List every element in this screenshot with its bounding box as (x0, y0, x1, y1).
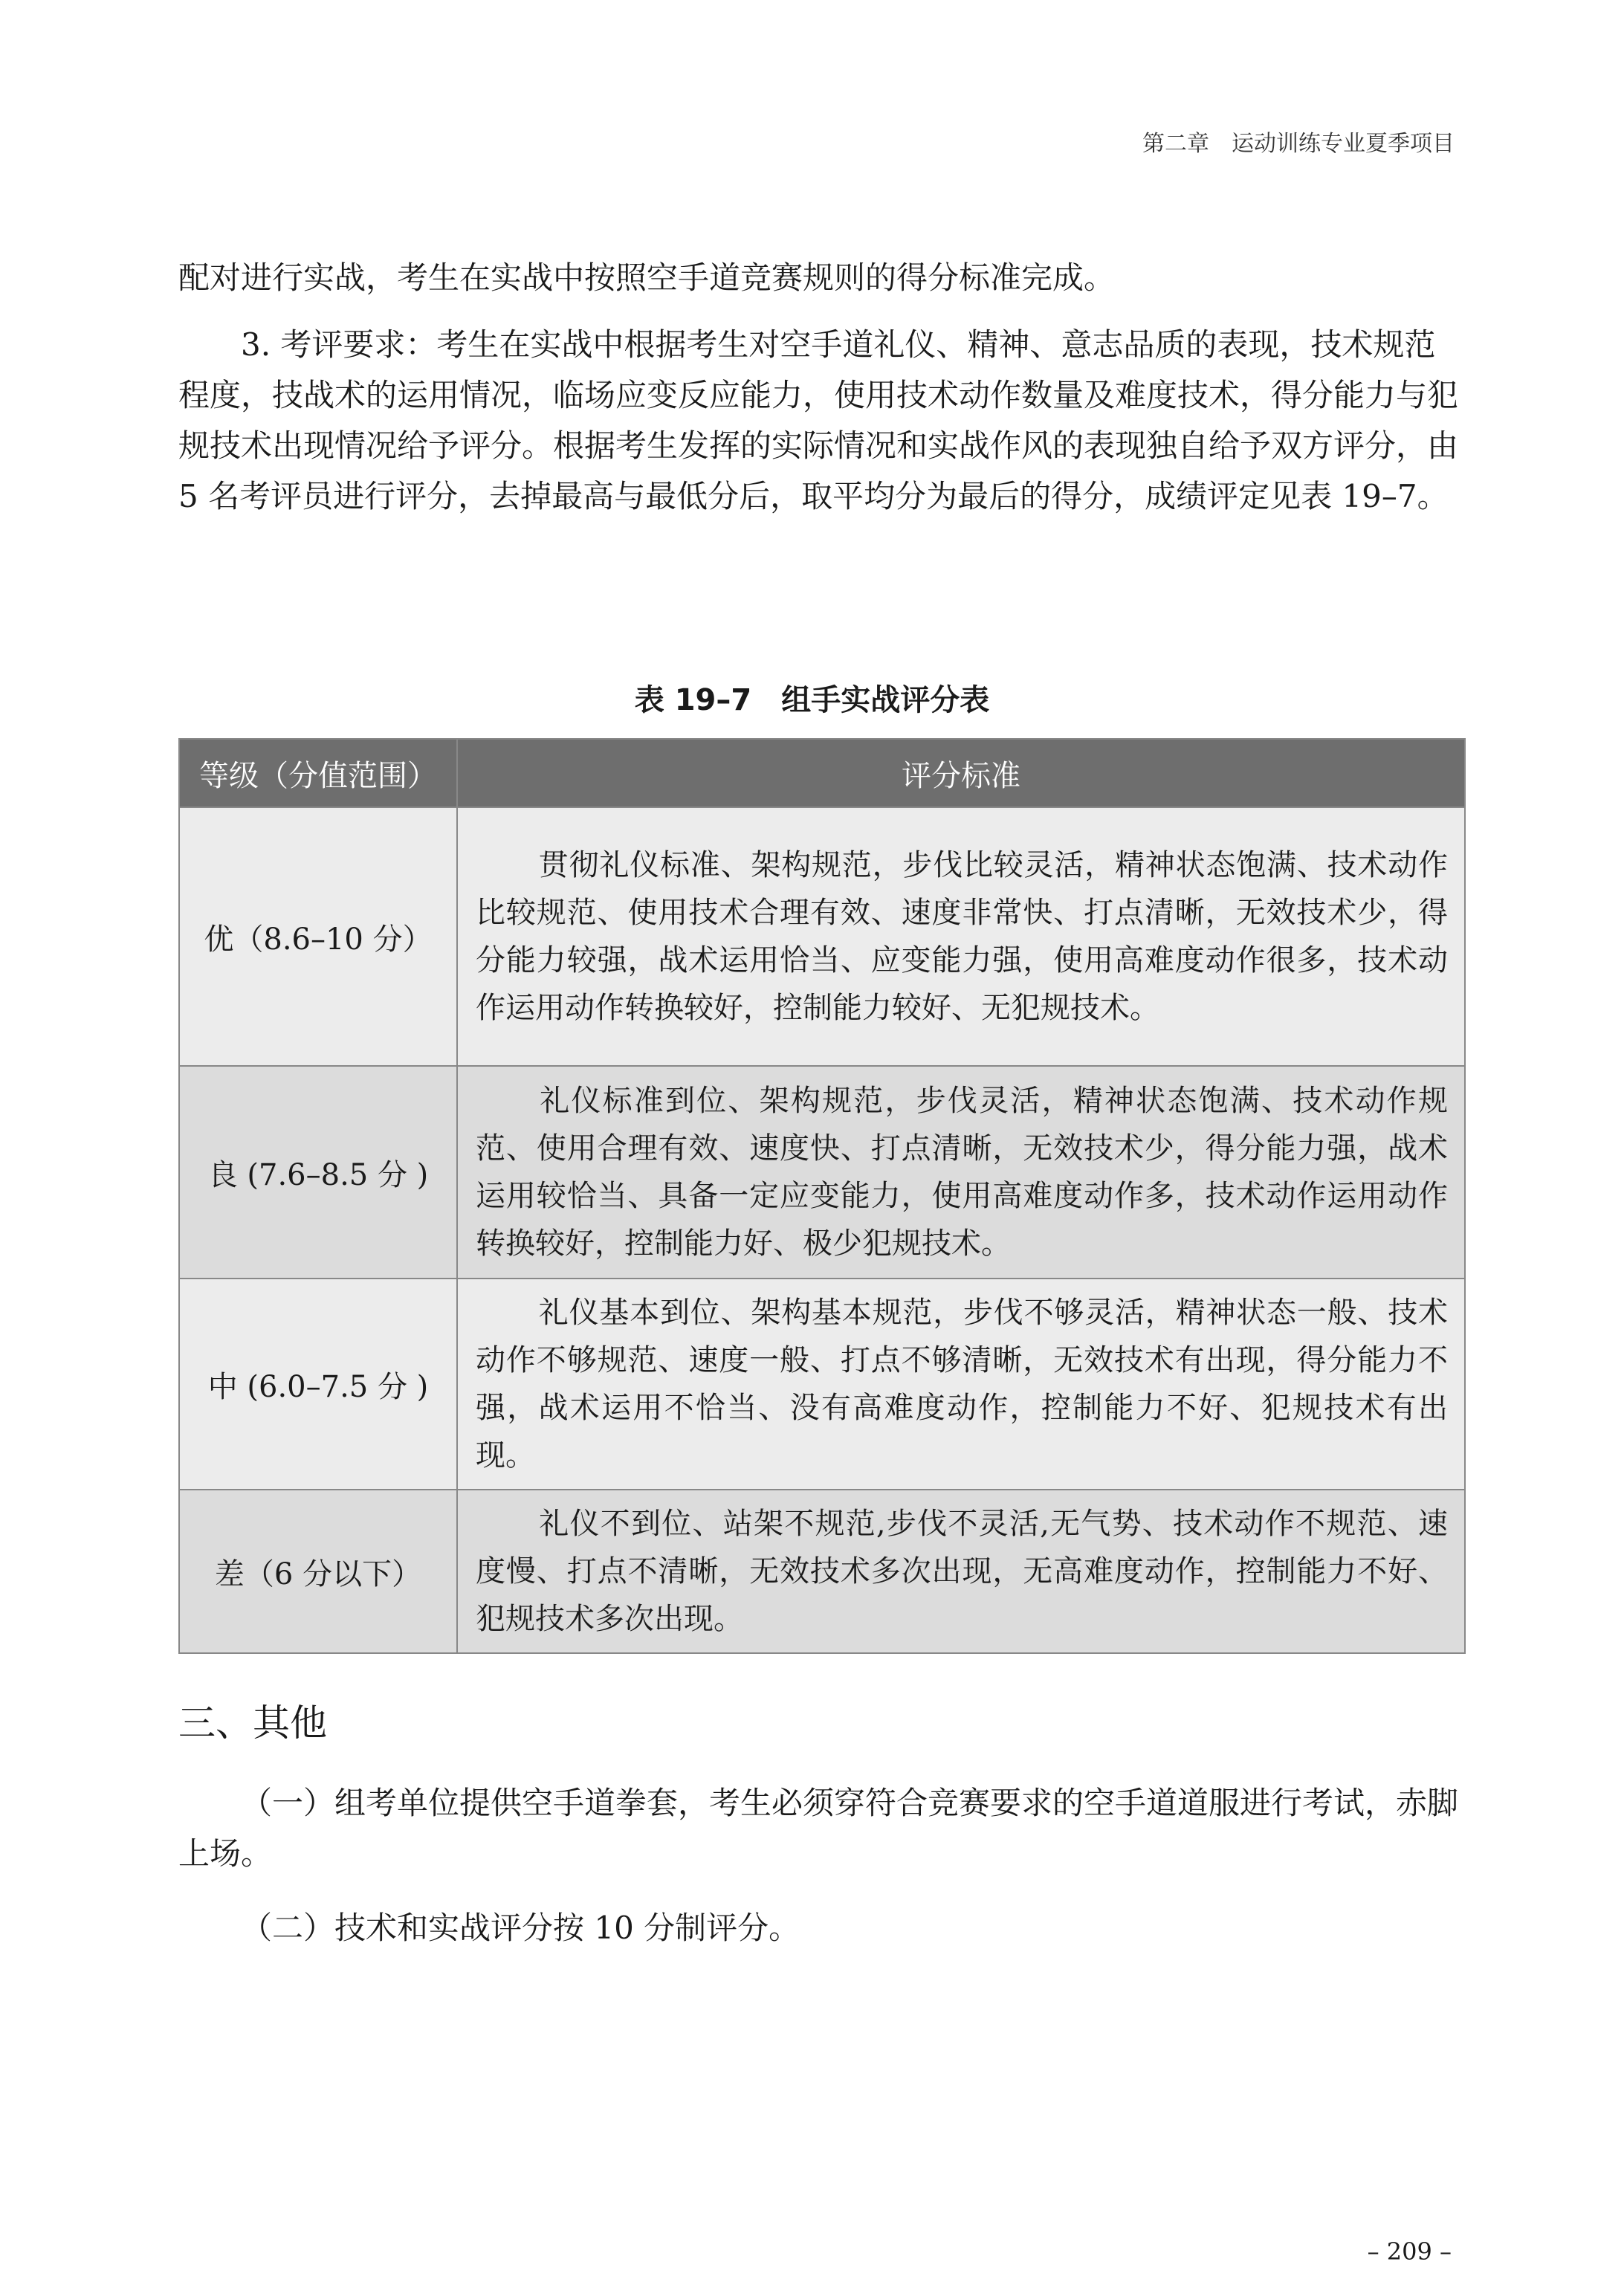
criteria-cell (457, 807, 1465, 1066)
criteria-text: 礼仪基本到位、架构基本规范，步伐不够灵活，精神状态一般、技术动作不够规范、速度一般、打点不够清晰，无效技术有出现，得分能力不强，战术运用不恰当、没有高难度动作，控制能力不好、犯规技术有出现。 (476, 1296, 1448, 1473)
intro-line (178, 253, 1464, 303)
other-item-1 (178, 1778, 1464, 1879)
criteria-cell (457, 1279, 1465, 1490)
criteria-cell (457, 1490, 1465, 1653)
table-row (179, 1490, 1465, 1653)
criteria-cell (457, 1066, 1465, 1279)
intro-paragraph-1: 配对进行实战，考生在实战中按照空手道竞赛规则的得分标准完成。 (178, 259, 1116, 296)
grade-cell: 差（6 分以下） (179, 1490, 457, 1653)
page-number: – 209 – (1367, 2237, 1452, 2266)
table-row (179, 807, 1465, 1066)
section-heading: 三、其他 (178, 1701, 327, 1745)
running-header: 第二章 运动训练专业夏季项目 (1142, 131, 1455, 157)
header-criteria: 评分标准 (457, 739, 1465, 807)
table-row (179, 1279, 1465, 1490)
intro-paragraph-2: 3. 考评要求：考生在实战中根据考生对空手道礼仪、精神、意志品质的表现，技术规范程度，技战术的运用情况，临场应变反应能力，使用技术动作数量及难度技术，得分能力与犯规技术出现情况给予评分。根据考生发挥的实际情况和实战作风的表现独自给予双方评分，由 5 名考评员进行评分，去掉最高与最低分后，取平均分为最后的得分，成绩评定见表 19–7。 (178, 326, 1459, 514)
table-row (179, 1066, 1465, 1279)
scoring-table (178, 738, 1466, 1654)
table-header-row (179, 739, 1465, 807)
header-grade: 等级（分值范围） (179, 739, 457, 807)
grade-cell: 良 (7.6–8.5 分 ) (179, 1066, 457, 1279)
criteria-text: 贯彻礼仪标准、架构规范，步伐比较灵活，精神状态饱满、技术动作比较规范、使用技术合理有效、速度非常快、打点清晰，无效技术少，得分能力较强，战术运用恰当、应变能力强，使用高难度动作很多，技术动作运用动作转换较好，控制能力较好、无犯规技术。 (476, 848, 1448, 1025)
table-caption: 表 19–7 组手实战评分表 (634, 683, 990, 717)
criteria-text: 礼仪不到位、站架不规范,步伐不灵活,无气势、技术动作不规范、速度慢、打点不清晰，无效技术多次出现，无高难度动作，控制能力不好、犯规技术多次出现。 (476, 1507, 1448, 1636)
other-paragraph-2: （二）技术和实战评分按 10 分制评分。 (241, 1910, 800, 1946)
other-item-2 (178, 1903, 1464, 1953)
grade-cell: 优（8.6–10 分） (179, 807, 457, 1066)
grade-cell: 中 (6.0–7.5 分 ) (179, 1279, 457, 1490)
other-paragraph-1: （一）组考单位提供空手道拳套，考生必须穿符合竞赛要求的空手道道服进行考试，赤脚上场。 (178, 1785, 1459, 1872)
criteria-text: 礼仪标准到位、架构规范，步伐灵活，精神状态饱满、技术动作规范、使用合理有效、速度快、打点清晰，无效技术少，得分能力强，战术运用较恰当、具备一定应变能力，使用高难度动作多，技术动作运用动作转换较好，控制能力好、极少犯规技术。 (476, 1084, 1448, 1261)
evaluation-requirements (178, 320, 1464, 522)
